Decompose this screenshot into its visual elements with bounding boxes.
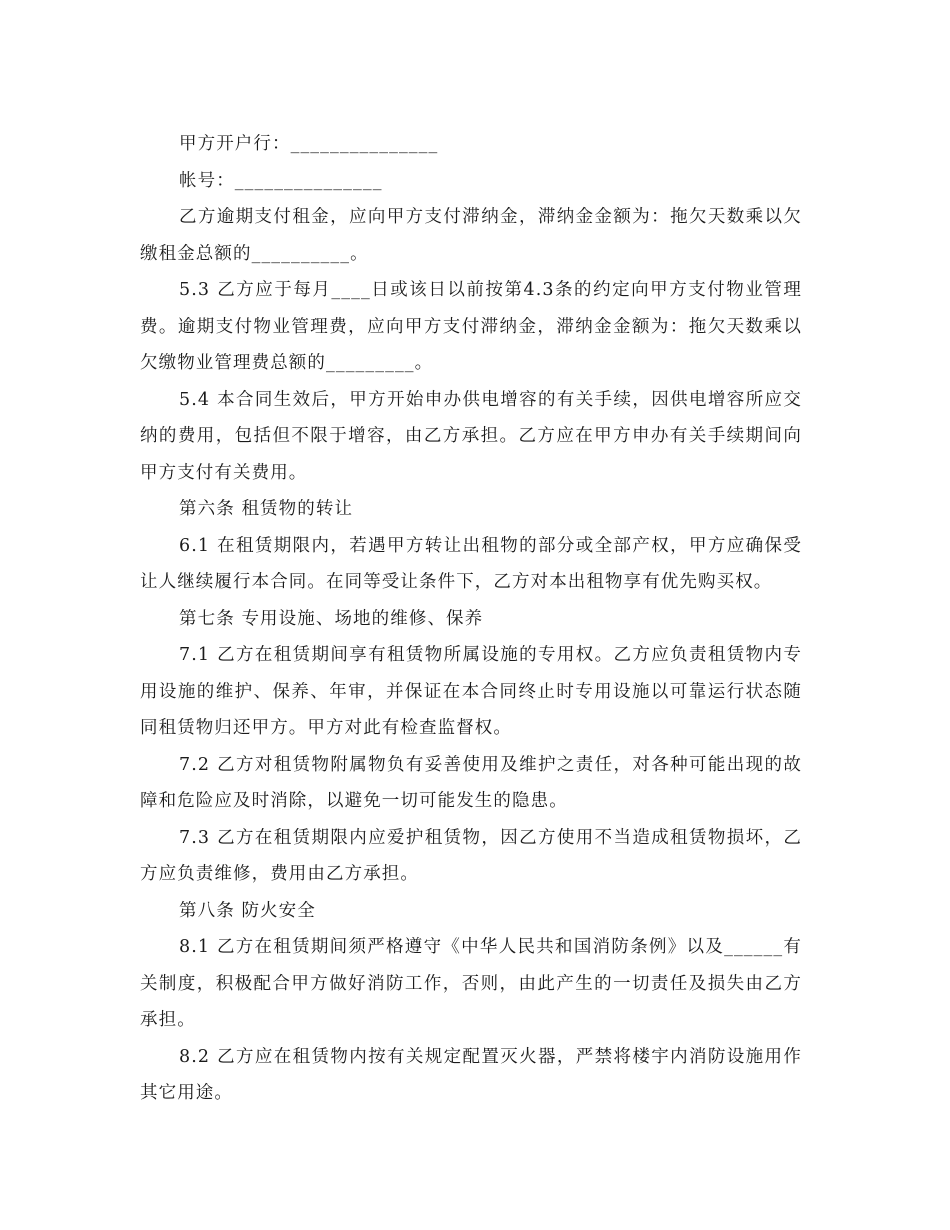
document-body bbox=[140, 126, 802, 1112]
clause-7-2: 7.2 乙方对租赁物附属物负有妥善使用及维护之责任，对各种可能出现的故障和危险应及时消除，以避免一切可能发生的隐患。 bbox=[140, 754, 802, 811]
clause-7-3: 7.3 乙方在租赁期限内应爱护租赁物，因乙方使用不当造成租赁物损坏，乙方应负责维修，费用由乙方承担。 bbox=[140, 827, 802, 884]
article-6-heading: 第六条 租赁物的转让 bbox=[179, 499, 354, 519]
article-7-heading: 第七条 专用设施、场地的维修、保养 bbox=[179, 608, 484, 629]
clause-5-3: 5.3 乙方应于每月____日或该日以前按第4.3条的约定向甲方支付物业管理费。逾期支付物业管理费，应向甲方支付滞纳金，滞纳金金额为：拖欠天数乘以欠缴物业管理费总额的_________。 bbox=[140, 280, 802, 373]
paragraph-bank-of-party-a: 甲方开户行：_______________ bbox=[179, 134, 439, 154]
paragraph-account-number: 帐号：_______________ bbox=[179, 170, 383, 191]
clause-8-2: 8.2 乙方应在租赁物内按有关规定配置灭火器，严禁将楼宇内消防设施用作其它用途。 bbox=[140, 1046, 802, 1103]
clause-6-1: 6.1 在租赁期限内，若遇甲方转让出租物的部分或全部产权，甲方应确保受让人继续履行本合同。在同等受让条件下，乙方对本出租物享有优先购买权。 bbox=[140, 535, 802, 592]
clause-7-1: 7.1 乙方在租赁期间享有租赁物所属设施的专用权。乙方应负责租赁物内专用设施的维护、保养、年审，并保证在本合同终止时专用设施以可靠运行状态随同租赁物归还甲方。甲方对此有检查监督权。 bbox=[140, 645, 802, 738]
article-8-heading: 第八条 防火安全 bbox=[179, 900, 316, 921]
clause-5-4: 5.4 本合同生效后，甲方开始申办供电增容的有关手续，因供电增容所应交纳的费用，包括但不限于增容，由乙方承担。乙方应在甲方申办有关手续期间向甲方支付有关费用。 bbox=[140, 389, 802, 483]
clause-8-1: 8.1 乙方在租赁期间须严格遵守《中华人民共和国消防条例》以及______有关制度，积极配合甲方做好消防工作，否则，由此产生的一切责任及损失由乙方承担。 bbox=[140, 937, 802, 1030]
paragraph-late-rent-fee: 乙方逾期支付租金，应向甲方支付滞纳金，滞纳金金额为：拖欠天数乘以欠缴租金总额的__________。 bbox=[140, 207, 802, 264]
